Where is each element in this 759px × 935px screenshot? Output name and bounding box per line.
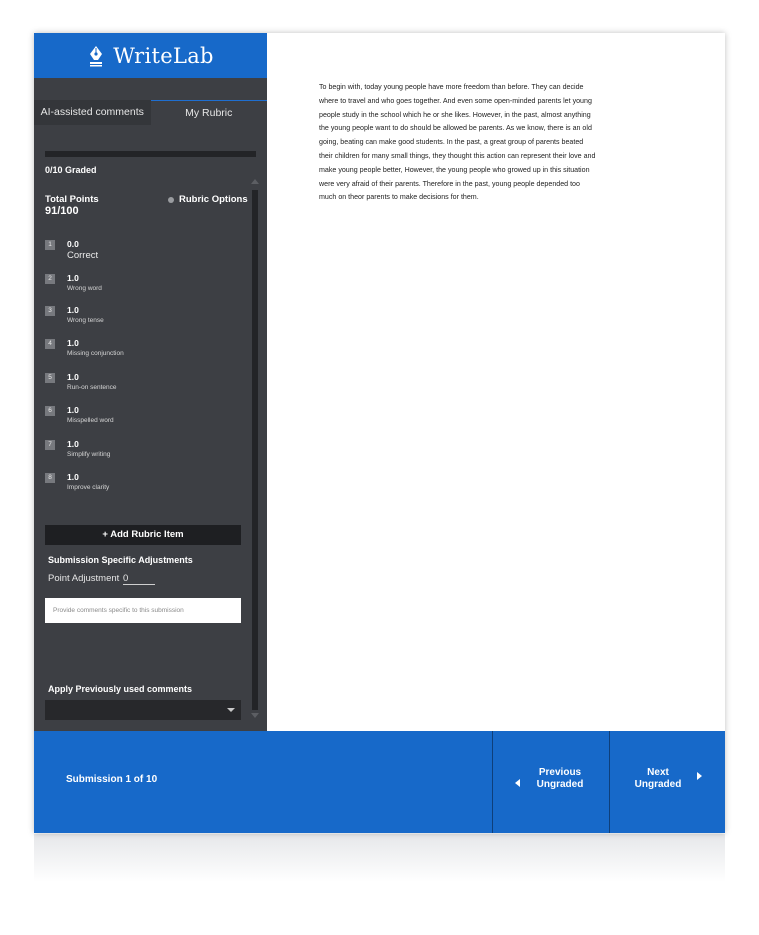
- essay-text: [319, 81, 691, 205]
- rubric-item[interactable]: [45, 239, 98, 261]
- rubric-item[interactable]: [45, 405, 114, 426]
- window-reflection: [34, 834, 725, 882]
- previous-label-line2: Ungraded: [536, 779, 584, 790]
- scroll-down-arrow-icon[interactable]: [251, 713, 259, 718]
- graded-count: 0/10 Graded: [45, 165, 97, 175]
- total-points-label: Total Points: [45, 194, 99, 205]
- rubric-options-dot-icon: [168, 197, 174, 203]
- brand-header: [34, 33, 267, 78]
- add-rubric-item-button[interactable]: + Add Rubric Item: [45, 525, 241, 545]
- rubric-item-description: Missing conjunction: [67, 350, 124, 357]
- submission-comment-input[interactable]: Provide comments specific to this submission: [45, 598, 241, 623]
- rubric-item[interactable]: [45, 273, 102, 294]
- essay-line: were very afraid of their parents. Therefore in the past, young people depended too: [319, 179, 580, 188]
- rubric-item-description: Correct: [67, 250, 99, 261]
- next-label-line2: Ungraded: [634, 779, 682, 790]
- rubric-item[interactable]: [45, 305, 104, 326]
- rubric-item-points: 1.0: [67, 472, 79, 482]
- grading-progress-bar: [45, 151, 256, 157]
- essay-line: where to travel and who goes together. And even some open-minded parents let young: [319, 96, 592, 105]
- rubric-item-number: 3: [45, 306, 55, 316]
- rubric-item-points: 1.0: [67, 372, 79, 382]
- point-adjustment-input[interactable]: 0: [123, 573, 155, 585]
- rubric-item-points: 0.0: [67, 239, 79, 249]
- rubric-item-number: 5: [45, 373, 55, 383]
- brand-name: WriteLab: [113, 43, 214, 68]
- rubric-item[interactable]: [45, 338, 124, 359]
- submission-footer: [34, 731, 725, 833]
- rubric-options-label: Rubric Options: [179, 194, 248, 205]
- rubric-item-number: 6: [45, 406, 55, 416]
- next-label-line1: Next: [647, 767, 669, 778]
- submission-count: Submission 1 of 10: [66, 774, 158, 785]
- rubric-item-description: Simplify writing: [67, 451, 111, 458]
- tab-ai-assisted-comments[interactable]: AI-assisted comments: [34, 100, 151, 125]
- grading-sidebar: [34, 33, 267, 731]
- essay-line: people study in the school which he or she likes. However, in the past, almost anything: [319, 110, 591, 119]
- rubric-item-number: 1: [45, 240, 55, 250]
- rubric-item-points: 1.0: [67, 405, 79, 415]
- essay-line: much on theor parents to make decisions for them.: [319, 193, 479, 202]
- rubric-options-button[interactable]: [168, 194, 248, 205]
- rubric-item-number: 7: [45, 440, 55, 450]
- essay-line: To begin with, today young people have more freedom than before. They can decide: [319, 83, 584, 91]
- essay-line: make young people better, However, the young people who growed up in this situation: [319, 165, 590, 174]
- arrow-left-icon: [515, 779, 520, 787]
- rubric-item-description: Misspelled word: [67, 417, 114, 424]
- apply-comments-title: Apply Previously used comments: [48, 684, 193, 694]
- essay-line: the young people want to do should be allowed be parents. As we know, there is an old: [319, 124, 592, 133]
- previous-label-line1: Previous: [538, 767, 582, 778]
- arrow-right-icon: [697, 772, 702, 780]
- essay-line: going, beating can make good students. In the past, a great group of parents beated: [319, 138, 584, 147]
- sidebar-scrollbar[interactable]: [252, 190, 258, 710]
- rubric-item-points: 1.0: [67, 338, 79, 348]
- app-window: [34, 33, 725, 833]
- sidebar-tabs: [34, 100, 267, 125]
- rubric-item-points: 1.0: [67, 305, 79, 315]
- rubric-item-points: 1.0: [67, 273, 79, 283]
- pen-nib-icon: [87, 45, 105, 67]
- adjustments-title: Submission Specific Adjustments: [48, 555, 193, 565]
- rubric-item[interactable]: [45, 472, 109, 493]
- next-ungraded-button[interactable]: [609, 731, 725, 833]
- rubric-item-number: 8: [45, 473, 55, 483]
- rubric-item-points: 1.0: [67, 439, 79, 449]
- essay-line: their children for many small things, they thought this action can represent their love and: [319, 151, 596, 160]
- rubric-item-description: Wrong word: [67, 285, 102, 292]
- chevron-down-icon: [227, 708, 235, 712]
- previous-ungraded-button[interactable]: [492, 731, 610, 833]
- previous-comments-select[interactable]: [45, 700, 241, 720]
- rubric-item-number: 4: [45, 339, 55, 349]
- tab-my-rubric[interactable]: My Rubric: [151, 100, 268, 125]
- rubric-item-description: Wrong tense: [67, 317, 104, 324]
- rubric-item[interactable]: [45, 439, 110, 460]
- rubric-item-number: 2: [45, 274, 55, 284]
- scroll-up-arrow-icon[interactable]: [251, 179, 259, 184]
- rubric-item[interactable]: [45, 372, 117, 393]
- rubric-item-description: Improve clarity: [67, 484, 110, 491]
- previous-ungraded-label: [530, 767, 590, 791]
- total-points-value: 91/100: [45, 205, 79, 217]
- rubric-item-description: Run-on sentence: [67, 384, 117, 391]
- point-adjustment-label: Point Adjustment: [48, 573, 120, 584]
- next-ungraded-label: [628, 767, 688, 791]
